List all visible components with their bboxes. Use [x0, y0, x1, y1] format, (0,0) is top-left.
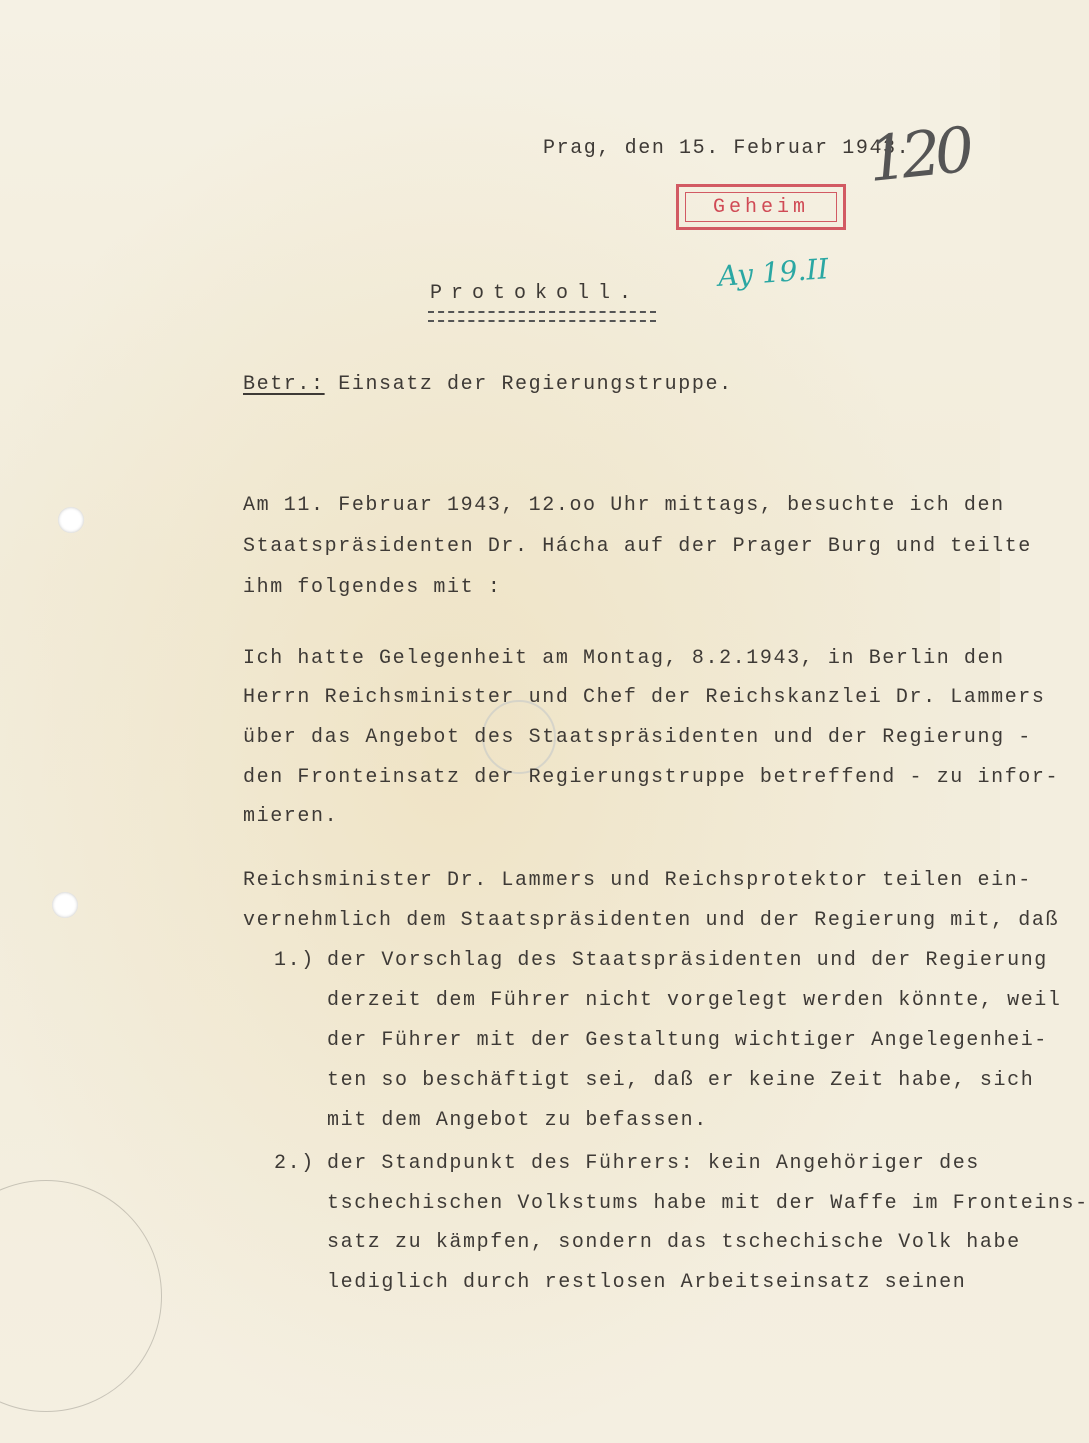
- paragraph3-line: vernehmlich dem Staatspräsidenten und der Regierung mit, daß: [243, 909, 1060, 932]
- paragraph2-line: Ich hatte Gelegenheit am Montag, 8.2.1943, in Berlin den: [243, 647, 1005, 670]
- title-underline: [428, 311, 656, 322]
- list-item-line: tschechischen Volkstums habe mit der Waffe im Fronteins-: [327, 1192, 1089, 1215]
- punch-hole-top: [58, 507, 84, 533]
- paragraph3-line: Reichsminister Dr. Lammers und Reichsprotektor teilen ein-: [243, 869, 1032, 892]
- list-item-line: derzeit dem Führer nicht vorgelegt werden könnte, weil: [327, 989, 1062, 1012]
- list-item-line: satz zu kämpfen, sondern das tschechische Volk habe: [327, 1231, 1021, 1254]
- secret-stamp-label: Geheim: [685, 192, 837, 222]
- punch-hole-bottom: [52, 892, 78, 918]
- list-item-line: ten so beschäftigt sei, daß er keine Zeit habe, sich: [327, 1069, 1035, 1092]
- list-item-line: der Vorschlag des Staatspräsidenten und der Regierung: [327, 949, 1048, 972]
- paragraph1-line: Am 11. Februar 1943, 12.oo Uhr mittags, besuchte ich den: [243, 494, 1005, 517]
- list-item-number: 2.): [274, 1152, 315, 1175]
- subject-text: Einsatz der Regierungstruppe.: [338, 373, 733, 396]
- paragraph2-line: über das Angebot des Staatspräsidenten und der Regierung -: [243, 726, 1032, 749]
- paragraph1-line: ihm folgendes mit :: [243, 576, 502, 599]
- paragraph2-line: den Fronteinsatz der Regierungstruppe betreffend - zu infor-: [243, 766, 1060, 789]
- document-title: Protokoll.: [430, 282, 641, 305]
- list-item-line: mit dem Angebot zu befassen.: [327, 1109, 708, 1132]
- secret-stamp: [676, 184, 846, 230]
- paragraph2-line: Herrn Reichsminister und Chef der Reichskanzlei Dr. Lammers: [243, 686, 1046, 709]
- document-date: Prag, den 15. Februar 1943.: [543, 137, 911, 160]
- list-item-line: der Führer mit der Gestaltung wichtiger Angelegenhei-: [327, 1029, 1048, 1052]
- list-item-line: der Standpunkt des Führers: kein Angehöriger des: [327, 1152, 980, 1175]
- paragraph1-line: Staatspräsidenten Dr. Hácha auf der Prager Burg und teilte: [243, 535, 1032, 558]
- paper-mark-arc: [0, 1180, 162, 1412]
- list-item-number: 1.): [274, 949, 315, 972]
- handwritten-initials: Ay 19.II: [716, 252, 830, 293]
- paragraph2-line: mieren.: [243, 805, 339, 828]
- subject-line: [243, 373, 733, 396]
- handwritten-page-number: 120: [864, 112, 972, 197]
- subject-label: Betr.:: [243, 373, 325, 396]
- list-item-line: lediglich durch restlosen Arbeitseinsatz seinen: [327, 1271, 967, 1294]
